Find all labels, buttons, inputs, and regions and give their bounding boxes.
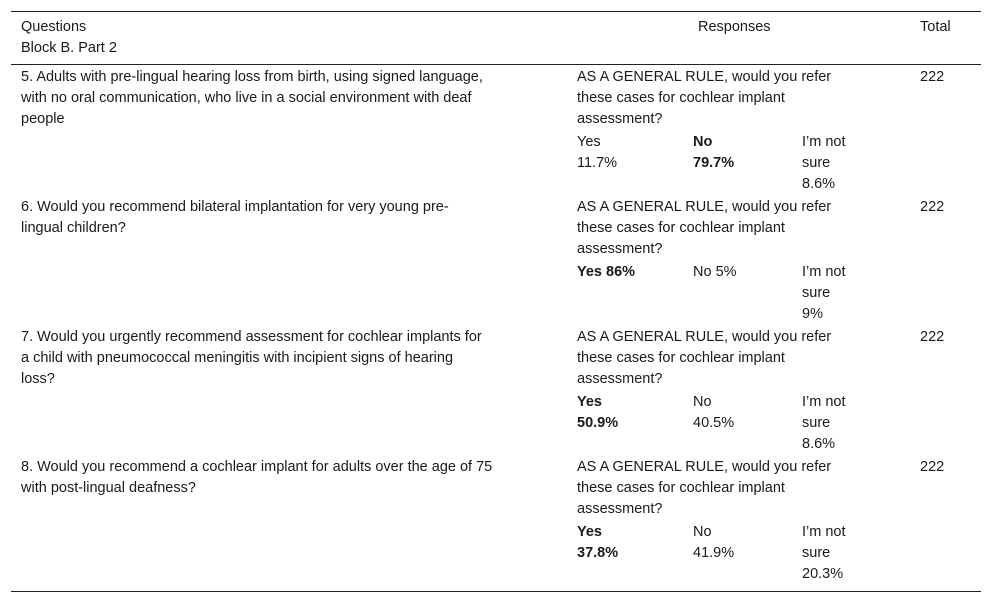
question-line: with post-lingual deafness?	[21, 480, 196, 496]
rule-line: AS A GENERAL RULE, would you refer	[577, 69, 832, 85]
no-label: No 5%	[693, 264, 737, 280]
header-block: Block B. Part 2	[21, 40, 117, 56]
unsure-value: 8.6%	[802, 176, 836, 192]
rule-line: these cases for cochlear implant	[577, 480, 785, 496]
question-line: 6. Would you recommend bilateral implantation for very young pre-	[21, 199, 449, 215]
header-divider	[11, 64, 981, 65]
total-value: 222	[920, 69, 945, 85]
rule-line: assessment?	[577, 111, 663, 127]
header-total: Total	[920, 19, 951, 35]
total-value: 222	[920, 329, 945, 345]
rule-line: AS A GENERAL RULE, would you refer	[577, 329, 832, 345]
unsure-label: I’m not	[802, 134, 846, 150]
unsure-label: sure	[802, 415, 831, 431]
rule-line: these cases for cochlear implant	[577, 350, 785, 366]
no-label: No	[693, 394, 712, 410]
unsure-label: sure	[802, 545, 831, 561]
question-line: people	[21, 111, 65, 127]
no-label: No	[693, 134, 713, 150]
rule-line: AS A GENERAL RULE, would you refer	[577, 459, 832, 475]
rule-line: AS A GENERAL RULE, would you refer	[577, 199, 832, 215]
yes-label: Yes 86%	[577, 264, 636, 280]
unsure-label: sure	[802, 285, 831, 301]
yes-label: Yes	[577, 394, 602, 410]
header-responses: Responses	[698, 19, 771, 35]
rule-line: assessment?	[577, 501, 663, 517]
no-value: 41.9%	[693, 545, 735, 561]
total-value: 222	[920, 459, 945, 475]
question-line: 8. Would you recommend a cochlear implant for adults over the age of 75	[21, 459, 493, 475]
rule-line: assessment?	[577, 371, 663, 387]
rule-line: these cases for cochlear implant	[577, 220, 785, 236]
unsure-label: I’m not	[802, 524, 846, 540]
yes-label: Yes	[577, 134, 601, 150]
unsure-label: sure	[802, 155, 831, 171]
unsure-value: 9%	[802, 306, 823, 322]
yes-value: 50.9%	[577, 415, 619, 431]
question-line: 5. Adults with pre-lingual hearing loss from birth, using signed language,	[21, 69, 483, 85]
header-questions: Questions	[21, 19, 87, 35]
yes-label: Yes	[577, 524, 602, 540]
question-line: with no oral communication, who live in a social environment with deaf	[21, 90, 472, 106]
total-value: 222	[920, 199, 945, 215]
unsure-label: I’m not	[802, 264, 846, 280]
no-label: No	[693, 524, 712, 540]
unsure-value: 20.3%	[802, 566, 844, 582]
rule-line: these cases for cochlear implant	[577, 90, 785, 106]
no-value: 79.7%	[693, 155, 735, 171]
no-value: 40.5%	[693, 415, 735, 431]
question-line: 7. Would you urgently recommend assessment for cochlear implants for	[21, 329, 482, 345]
yes-value: 37.8%	[577, 545, 619, 561]
question-line: a child with pneumococcal meningitis with incipient signs of hearing	[21, 350, 454, 366]
unsure-label: I’m not	[802, 394, 846, 410]
question-line: lingual children?	[21, 220, 126, 236]
unsure-value: 8.6%	[802, 436, 836, 452]
yes-value: 11.7%	[577, 155, 618, 171]
question-line: loss?	[21, 371, 55, 387]
rule-line: assessment?	[577, 241, 663, 257]
